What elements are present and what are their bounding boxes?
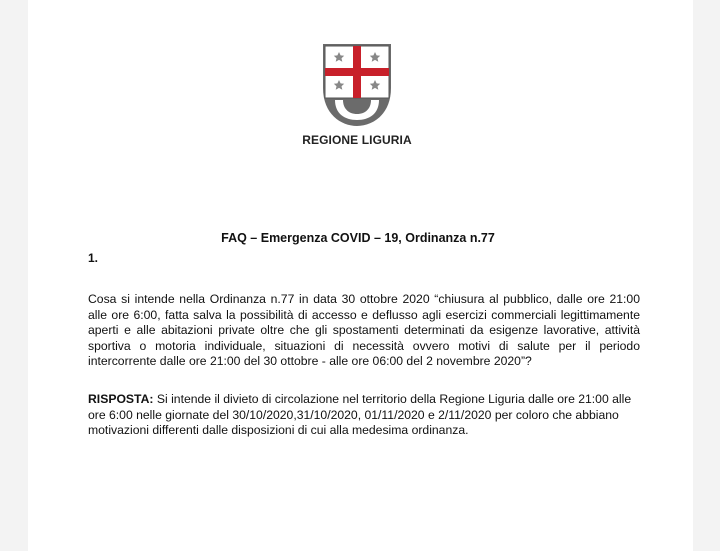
item-number: 1. (88, 251, 99, 265)
regione-liguria-logo-icon (321, 42, 393, 128)
answer-paragraph (88, 392, 640, 439)
answer-text: Si intende il divieto di circolazione nel territorio della Regione Liguria dalle ore 21:00 alle ore 6:00 nelle giornate del 30/10/2020,31/10/2020, 01/11/2020 e 2/11/2020 per coloro che abbiano motivazioni differenti dalle disposizioni di cui alla medesima ordinanza. (88, 392, 632, 437)
question-paragraph: Cosa si intende nella Ordinanza n.77 in data 30 ottobre 2020 “chiusura al pubblico, dalle ore 21:00 alle ore 6:00, fatta salva la possibilità di accesso e deflusso agli esercizi commerciali legittimamente aperti e alle abitazioni private oltre che gli spostamenti determinati da esigenze lavorative, attività sportiva o motoria individuale, situazioni di necessità ovvero motivi di salute per il periodo intercorrente dalle ore 21:00 del 30 ottobre - alle ore 06:00 del 2 novembre 2020”? (88, 292, 640, 368)
document-page (28, 0, 693, 551)
faq-title: FAQ – Emergenza COVID – 19, Ordinanza n.77 (221, 231, 495, 245)
logo-label: REGIONE LIGURIA (302, 133, 412, 147)
answer-label: RISPOSTA: (88, 392, 154, 406)
